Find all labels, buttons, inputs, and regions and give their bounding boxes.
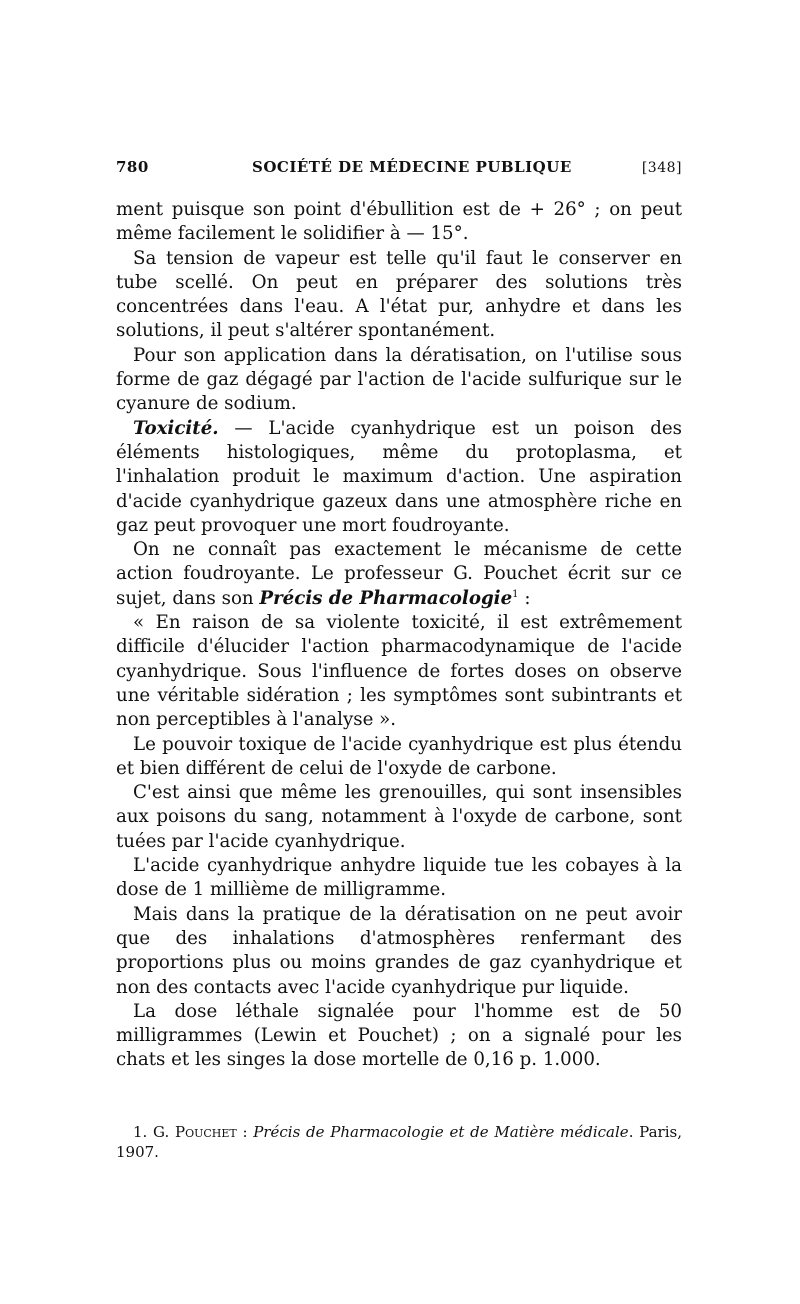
paragraph: Mais dans la pratique de la dératisation on ne peut avoir que des inhalations d'atmosphères renfermant des proportions plus ou moins grandes de gaz cyanhydrique et non des contacts avec l'acide cyanhydrique pur liquide. bbox=[116, 903, 682, 998]
paragraph: Sa tension de vapeur est telle qu'il faut le conserver en tube scellé. On peut en préparer des solutions très concentrées dans l'eau. A l'état pur, anhydre et dans les solutions, il peut s'altérer spontanément. bbox=[116, 247, 682, 342]
footnote-separator: : bbox=[236, 1123, 254, 1141]
footnote-number: 1. bbox=[133, 1123, 148, 1141]
page-number: 780 bbox=[116, 158, 149, 176]
section-lead: Toxicité. bbox=[133, 417, 219, 439]
running-title: SOCIÉTÉ DE MÉDECINE PUBLIQUE bbox=[252, 158, 572, 176]
footnote-reference: 1 bbox=[512, 588, 519, 600]
footnote-rest: . Paris, 1907. bbox=[116, 1123, 682, 1161]
paragraph: Le pouvoir toxique de l'acide cyanhydrique est plus étendu et bien différent de celui de l'oxyde de carbone. bbox=[116, 733, 682, 779]
paragraph: La dose léthale signalée pour l'homme est de 50 milligrammes (Lewin et Pouchet) ; on a signalé pour les chats et les singes la dose mortelle de 0,16 p. 1.000. bbox=[116, 1000, 682, 1071]
paragraph: C'est ainsi que même les grenouilles, qui sont insensibles aux poisons du sang, notamment à l'oxyde de carbone, sont tuées par l'acide cyanhydrique. bbox=[116, 782, 682, 852]
paragraph-toxicite bbox=[116, 417, 682, 538]
paragraph-text: — L'acide cyanhydrique est un poison des éléments histologiques, même du protoplasma, et l'inhalation produit le maximum d'action. Une aspiration d'acide cyanhydrique gazeux dans une atmosphère riche en gaz peut provoquer une mort foudroyante. bbox=[116, 417, 682, 536]
paragraph: ment puisque son point d'ébullition est de + 26° ; on peut même facilement le solidifier à — 15°. bbox=[116, 199, 682, 245]
quotation: « En raison de sa violente toxicité, il est extrêmement difficile d'élucider l'action pharmacodynamique de l'acide cyanhydrique. Sous l'influence de fortes doses on observe une véritable sidération ; les symptômes sont subintrants et non perceptibles à l'analyse ». bbox=[116, 612, 682, 731]
book-title: Précis de Pharmacologie bbox=[259, 587, 513, 609]
paragraph-text: On ne connaît pas exactement le mécanisme de cette action foudroyante. Le professeur G. Pouchet écrit sur ce sujet, dans son bbox=[116, 539, 682, 609]
paragraph-text: : bbox=[518, 587, 531, 609]
bracket-page-number: [348] bbox=[641, 160, 682, 176]
paragraph: Pour son application dans la dératisation, on l'utilise sous forme de gaz dégagé par l'action de l'acide sulfurique sur le cyanure de sodium. bbox=[116, 344, 682, 415]
body-text bbox=[116, 198, 682, 1073]
footnote-title: Précis de Pharmacologie et de Matière médicale bbox=[253, 1123, 629, 1141]
footnote-author: G. Pouchet bbox=[153, 1123, 237, 1141]
paragraph: L'acide cyanhydrique anhydre liquide tue les cobayes à la dose de 1 millième de milligramme. bbox=[116, 855, 682, 901]
footnote bbox=[116, 1122, 682, 1162]
running-head bbox=[116, 158, 682, 184]
page bbox=[116, 158, 682, 1161]
paragraph bbox=[116, 538, 682, 611]
